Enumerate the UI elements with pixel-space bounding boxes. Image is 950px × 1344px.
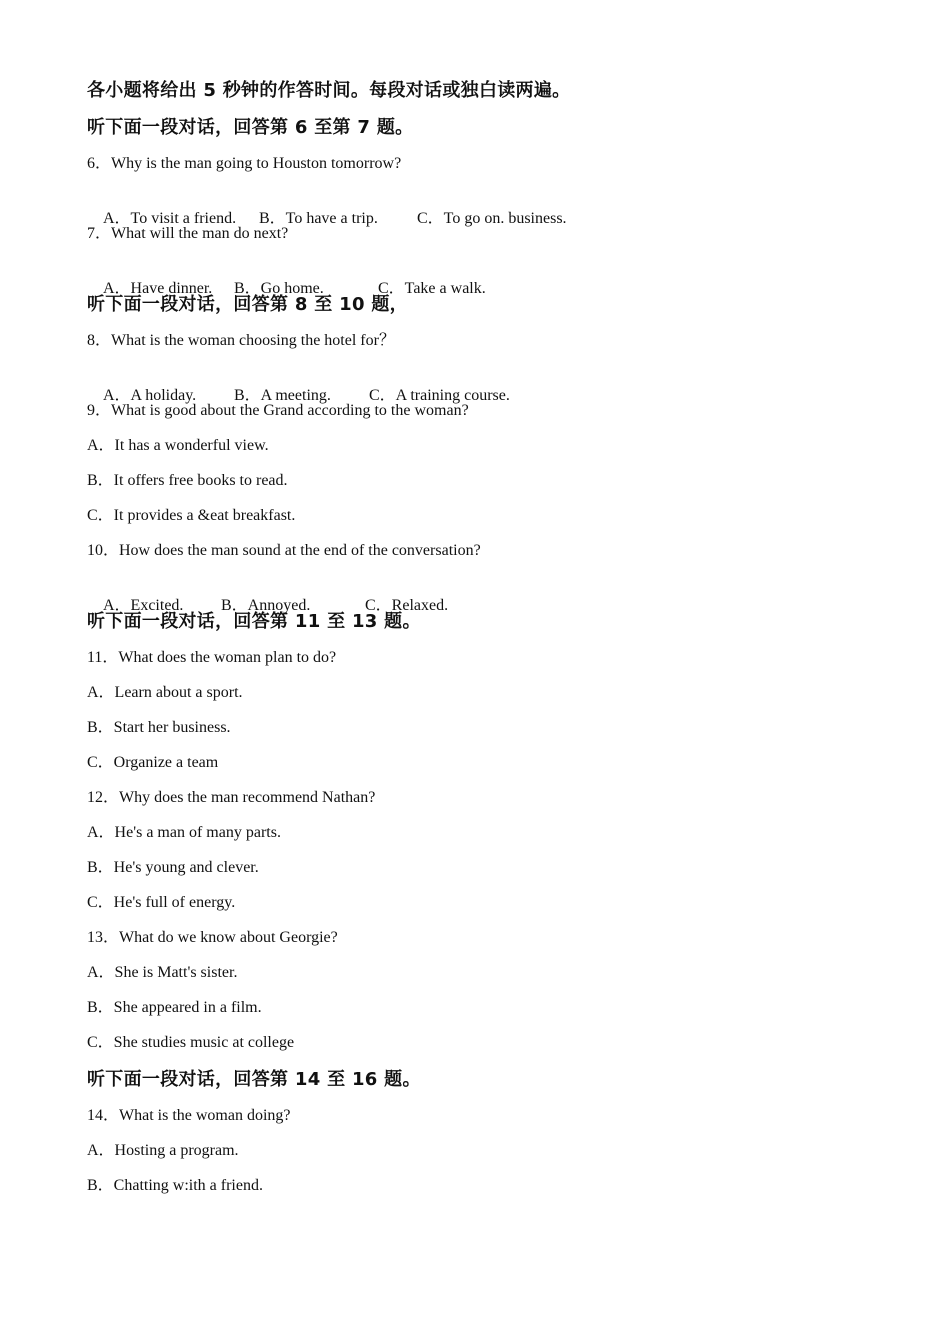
question-text: 10．How does the man sound at the end of the conversation? <box>87 542 481 559</box>
section-heading: 听下面一段对话，回答第 11 至 13 题。 <box>87 611 421 632</box>
question-text: 7．What will the man do next? <box>87 225 289 242</box>
question-text: 14．What is the woman doing? <box>87 1107 291 1124</box>
section-heading: 听下面一段对话，回答第 8 至 10 题， <box>87 294 408 315</box>
option-b: B．A meeting. <box>234 387 331 404</box>
option-c: C．A training course. <box>369 387 510 404</box>
option-c: C．Take a walk. <box>378 280 486 297</box>
option-c: C．He's full of energy. <box>87 894 236 911</box>
option-b: B．Start her business. <box>87 719 231 736</box>
option-a: A．Have dinner. <box>103 280 213 297</box>
question-text: 9．What is good about the Grand according to the woman? <box>87 402 469 419</box>
question-text: 11．What does the woman plan to do? <box>87 649 337 666</box>
option-a: A．Excited. <box>103 597 184 614</box>
question-text: 12．Why does the man recommend Nathan? <box>87 789 376 806</box>
option-b: B．Annoyed. <box>221 597 311 614</box>
option-b: B．She appeared in a film. <box>87 999 262 1016</box>
option-a: A．Learn about a sport. <box>87 684 243 701</box>
option-b: B．Go home. <box>234 280 324 297</box>
option-c: C．To go on. business. <box>417 210 567 227</box>
intro-instruction: 各小题将给出 5 秒钟的作答时间。每段对话或独白读两遍。 <box>87 80 571 101</box>
option-c: C．She studies music at college <box>87 1034 295 1051</box>
question-text: 8．What is the woman choosing the hotel for？ <box>87 332 395 349</box>
option-c: C．Organize a team <box>87 754 219 771</box>
option-b: B．To have a trip. <box>259 210 378 227</box>
option-b: B．It offers free books to read. <box>87 472 288 489</box>
option-a: A．It has a wonderful view. <box>87 437 269 454</box>
section-heading: 听下面一段对话，回答第 14 至 16 题。 <box>87 1069 421 1090</box>
option-a: A．Hosting a program. <box>87 1142 239 1159</box>
section-heading: 听下面一段对话，回答第 6 至第 7 题。 <box>87 117 414 138</box>
option-a: A．To visit a friend. <box>103 210 237 227</box>
question-text: 6．Why is the man going to Houston tomorrow? <box>87 155 402 172</box>
question-text: 13．What do we know about Georgie? <box>87 929 338 946</box>
option-c: C．It provides a &eat breakfast. <box>87 507 296 524</box>
option-a: A．She is Matt's sister. <box>87 964 238 981</box>
option-b: B．Chatting w:ith a friend. <box>87 1177 263 1194</box>
option-a: A．He's a man of many parts. <box>87 824 281 841</box>
option-c: C．Relaxed. <box>365 597 449 614</box>
option-b: B．He's young and clever. <box>87 859 259 876</box>
option-a: A．A holiday. <box>103 387 197 404</box>
